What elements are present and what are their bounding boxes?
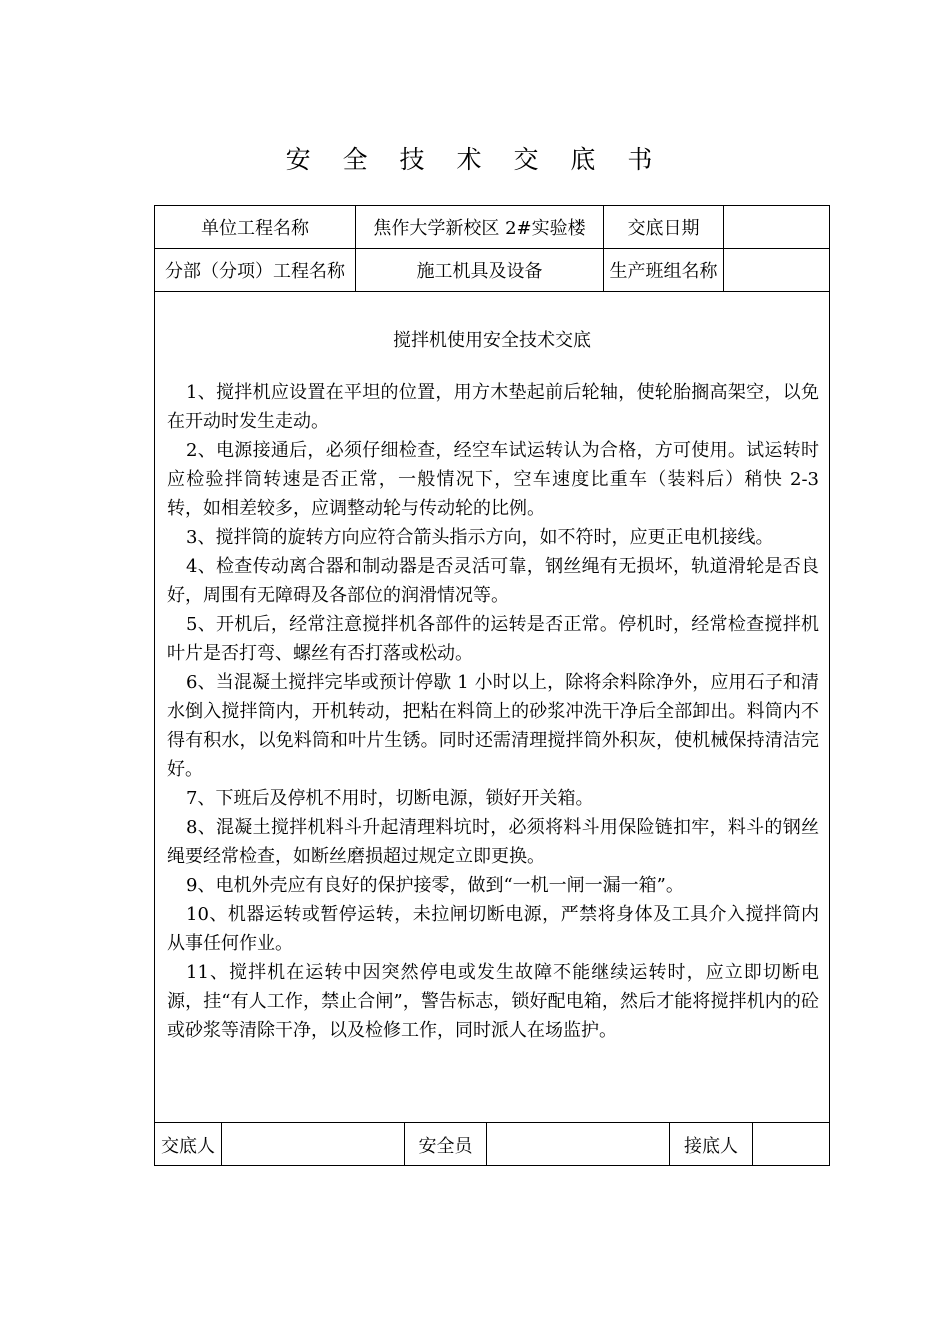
receiver-label: 接底人 [684, 1135, 738, 1157]
document-title: 安 全 技 术 交 底 书 [285, 145, 665, 174]
list-item: 8、混凝土搅拌机料斗升起清理料坑时，必须将料斗用保险链扣牢，料斗的钢丝绳要经常检查，如断丝磨损超过规定立即更换。 [167, 817, 819, 867]
discloser-value [222, 1123, 404, 1166]
list-item: 1、搅拌机应设置在平坦的位置，用方木垫起前后轮轴，使轮胎搁高架空，以免在开动时发生走动。 [167, 382, 819, 432]
disclosure-form [154, 205, 830, 1166]
list-item: 10、机器运转或暂停运转，未拉闸切断电源，严禁将身体及工具介入搅拌筒内从事任何作业。 [167, 904, 819, 954]
safety-officer-label: 安全员 [418, 1135, 473, 1157]
row-divider [155, 291, 829, 292]
unit-project-value: 焦作大学新校区 2#实验楼 [373, 218, 586, 239]
safety-officer-value [487, 1123, 669, 1166]
list-item: 11、搅拌机在运转中因突然停电或发生故障不能继续运转时，应立即切断电源，挂“有人工作，禁止合闸”，警告标志，锁好配电箱，然后才能将搅拌机内的砼或砂浆等清除干净，以及检修工作，同时派人在场监护。 [167, 962, 819, 1041]
date-label: 交底日期 [627, 218, 700, 239]
receiver-value [753, 1123, 830, 1166]
content-body [167, 378, 819, 1045]
team-label: 生产班组名称 [609, 261, 718, 282]
list-item: 9、电机外壳应有良好的保护接零，做到“一机一闸一漏一箱”。 [186, 875, 684, 896]
discloser-label: 交底人 [161, 1135, 215, 1157]
list-item: 3、搅拌筒的旋转方向应符合箭头指示方向，如不符时，应更正电机接线。 [186, 527, 774, 548]
subproject-label: 分部（分项）工程名称 [165, 261, 345, 282]
list-item: 4、检查传动离合器和制动器是否灵活可靠，钢丝绳有无损坏，轨道滑轮是否良好，周围有无障碍及各部位的润滑情况等。 [167, 556, 819, 606]
subproject-value: 施工机具及设备 [416, 261, 543, 282]
list-item: 7、下班后及停机不用时，切断电源，锁好开关箱。 [186, 788, 594, 809]
date-value [724, 206, 830, 248]
unit-project-label: 单位工程名称 [201, 218, 309, 239]
content-subtitle: 搅拌机使用安全技术交底 [393, 330, 591, 351]
list-item: 6、当混凝土搅拌完毕或预计停歇 1 小时以上，除将余料除净外，应用石子和清水倒入搅拌筒内，开机转动，把粘在料筒上的砂浆冲洗干净后全部卸出。料筒内不得有积水，以免料筒和叶片生锈。同时还需清理搅拌筒外积灰，使机械保持清洁完好。 [167, 672, 819, 780]
list-item: 5、开机后，经常注意搅拌机各部件的运转是否正常。停机时，经常检查搅拌机叶片是否打弯、螺丝有否打落或松动。 [167, 614, 819, 664]
team-value [724, 249, 830, 291]
list-item: 2、电源接通后，必须仔细检查，经空车试运转认为合格，方可使用。试运转时应检验拌筒转速是否正常，一般情况下，空车速度比重车（装料后）稍快 2-3 转，如相差较多，应调整动轮与传动轮的比例。 [167, 440, 819, 519]
